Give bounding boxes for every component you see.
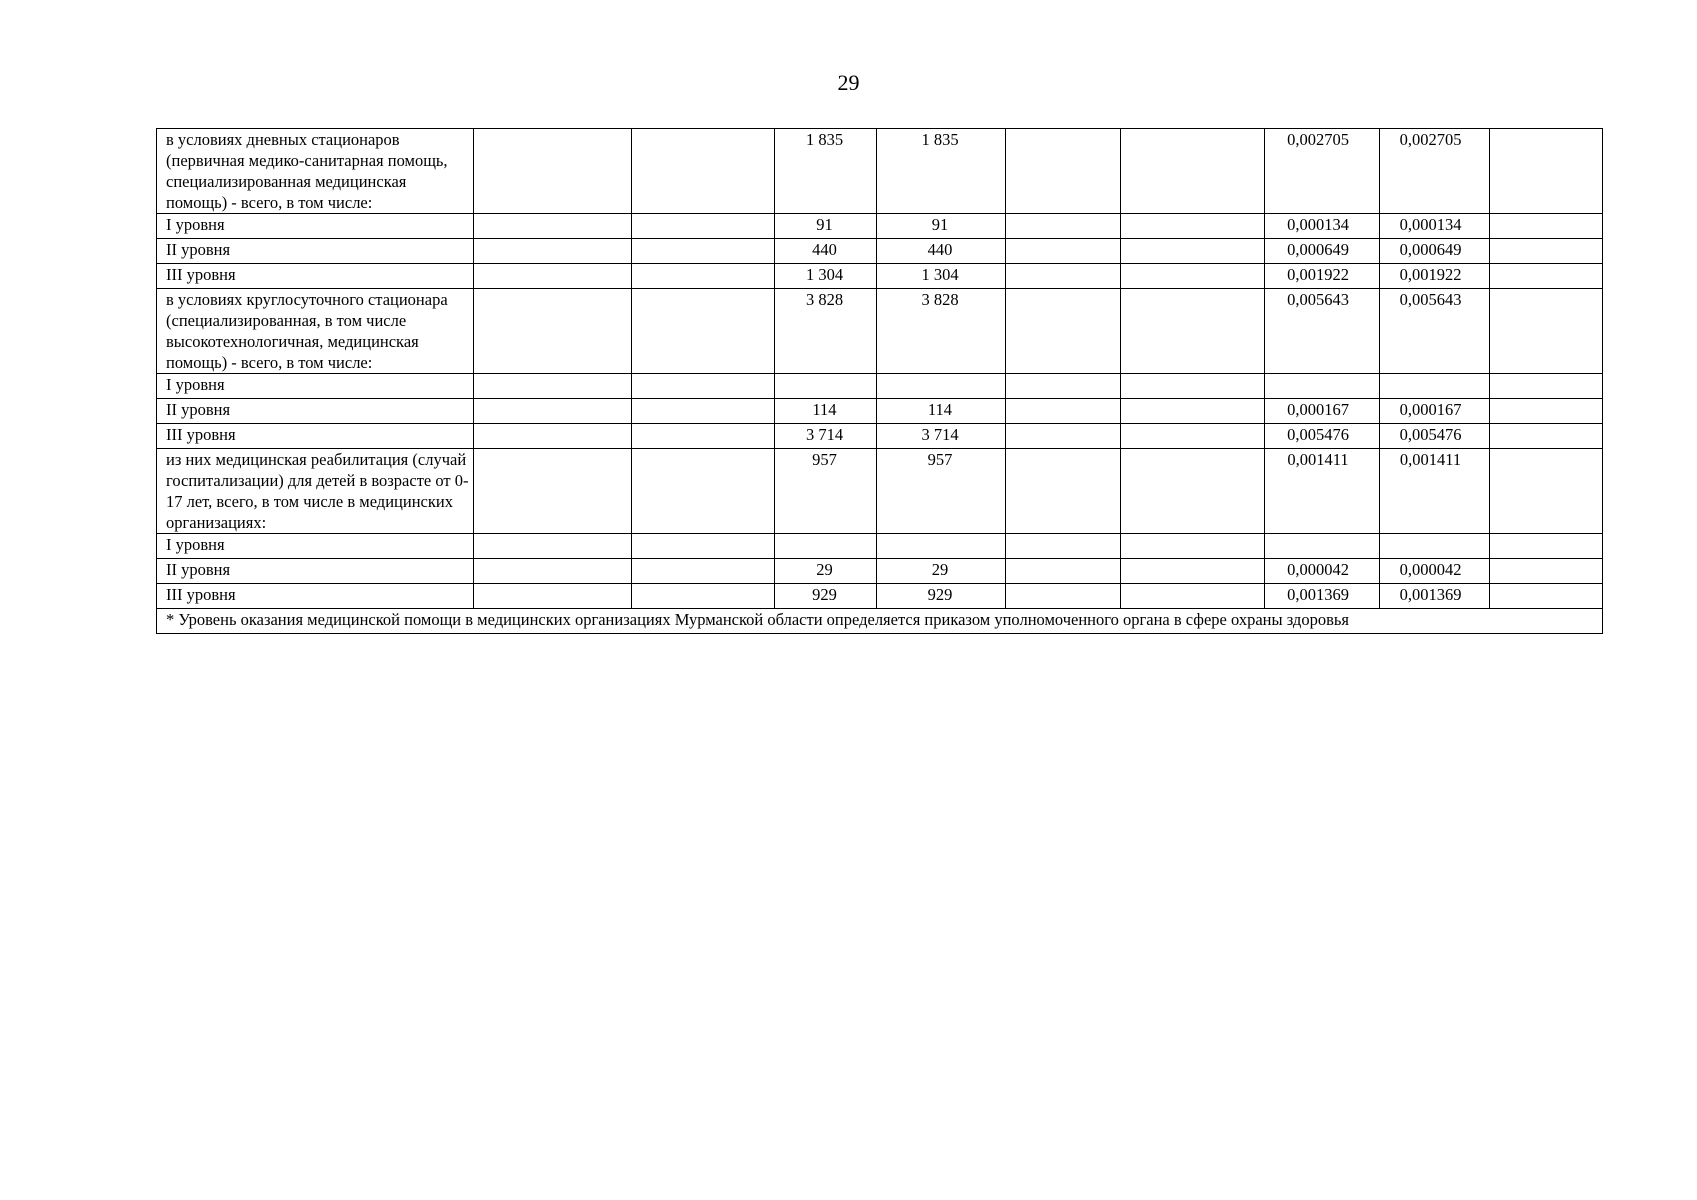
cell-c4: 1 304 [877, 264, 1006, 289]
footnote-row [157, 609, 1603, 634]
cell-c7: 0,000167 [1265, 399, 1380, 424]
cell-c2 [632, 399, 775, 424]
cell-c1 [474, 449, 632, 534]
table-row [157, 449, 1603, 534]
cell-c2 [632, 264, 775, 289]
table-row [157, 534, 1603, 559]
cell-c2 [632, 424, 775, 449]
cell-c6 [1121, 399, 1265, 424]
cell-c7: 0,001369 [1265, 584, 1380, 609]
cell-c5 [1006, 534, 1121, 559]
row-label: III уровня [157, 424, 474, 449]
cell-c9 [1490, 449, 1603, 534]
cell-c6 [1121, 584, 1265, 609]
cell-c3: 1 304 [775, 264, 877, 289]
cell-c5 [1006, 374, 1121, 399]
table-row [157, 424, 1603, 449]
cell-c7: 0,005643 [1265, 289, 1380, 374]
row-label: II уровня [157, 399, 474, 424]
cell-c9 [1490, 424, 1603, 449]
cell-c5 [1006, 129, 1121, 214]
cell-c9 [1490, 559, 1603, 584]
cell-c7: 0,002705 [1265, 129, 1380, 214]
cell-c8: 0,005476 [1380, 424, 1490, 449]
cell-c3 [775, 374, 877, 399]
cell-c7 [1265, 534, 1380, 559]
page-number: 29 [837, 70, 860, 95]
cell-c8: 0,001411 [1380, 449, 1490, 534]
cell-c9 [1490, 289, 1603, 374]
table-row [157, 399, 1603, 424]
cell-c3: 114 [775, 399, 877, 424]
cell-c9 [1490, 214, 1603, 239]
table-row [157, 584, 1603, 609]
cell-c6 [1121, 534, 1265, 559]
cell-c3: 91 [775, 214, 877, 239]
cell-c7: 0,000134 [1265, 214, 1380, 239]
row-label: I уровня [157, 374, 474, 399]
cell-c8: 0,000167 [1380, 399, 1490, 424]
cell-c8: 0,002705 [1380, 129, 1490, 214]
cell-c3: 3 828 [775, 289, 877, 374]
cell-c3 [775, 534, 877, 559]
cell-c1 [474, 374, 632, 399]
cell-c4: 929 [877, 584, 1006, 609]
cell-c2 [632, 584, 775, 609]
row-label: II уровня [157, 239, 474, 264]
cell-c1 [474, 239, 632, 264]
cell-c6 [1121, 559, 1265, 584]
cell-c1 [474, 534, 632, 559]
cell-c1 [474, 289, 632, 374]
cell-c5 [1006, 424, 1121, 449]
row-label: I уровня [157, 214, 474, 239]
cell-c7: 0,001411 [1265, 449, 1380, 534]
cell-c9 [1490, 399, 1603, 424]
cell-c2 [632, 559, 775, 584]
cell-c4: 91 [877, 214, 1006, 239]
cell-c9 [1490, 374, 1603, 399]
cell-c9 [1490, 239, 1603, 264]
cell-c1 [474, 559, 632, 584]
cell-c4 [877, 534, 1006, 559]
cell-c8 [1380, 534, 1490, 559]
cell-c6 [1121, 424, 1265, 449]
cell-c6 [1121, 239, 1265, 264]
cell-c8: 0,000649 [1380, 239, 1490, 264]
cell-c1 [474, 399, 632, 424]
cell-c9 [1490, 584, 1603, 609]
cell-c9 [1490, 129, 1603, 214]
cell-c6 [1121, 214, 1265, 239]
cell-c5 [1006, 559, 1121, 584]
cell-c5 [1006, 449, 1121, 534]
cell-c7: 0,001922 [1265, 264, 1380, 289]
cell-c3: 440 [775, 239, 877, 264]
row-label: из них медицинская реабилитация (случай госпитализации) для детей в возрасте от 0-17 лет, всего, в том числе в медицинских организациях: [157, 449, 474, 534]
cell-c3: 957 [775, 449, 877, 534]
cell-c3: 3 714 [775, 424, 877, 449]
cell-c4 [877, 374, 1006, 399]
cell-c4: 957 [877, 449, 1006, 534]
table-row [157, 289, 1603, 374]
cell-c5 [1006, 584, 1121, 609]
cell-c5 [1006, 239, 1121, 264]
table-row [157, 129, 1603, 214]
cell-c2 [632, 374, 775, 399]
cell-c8: 0,005643 [1380, 289, 1490, 374]
cell-c8: 0,000134 [1380, 214, 1490, 239]
cell-c6 [1121, 289, 1265, 374]
cell-c3: 1 835 [775, 129, 877, 214]
cell-c8: 0,001369 [1380, 584, 1490, 609]
table-body [157, 129, 1603, 609]
cell-c5 [1006, 214, 1121, 239]
cell-c4: 1 835 [877, 129, 1006, 214]
data-table [156, 128, 1603, 634]
cell-c7 [1265, 374, 1380, 399]
cell-c9 [1490, 534, 1603, 559]
cell-c2 [632, 449, 775, 534]
cell-c8: 0,001922 [1380, 264, 1490, 289]
cell-c7: 0,000042 [1265, 559, 1380, 584]
cell-c1 [474, 424, 632, 449]
cell-c2 [632, 289, 775, 374]
table-row [157, 264, 1603, 289]
table-row [157, 214, 1603, 239]
cell-c7: 0,005476 [1265, 424, 1380, 449]
footnote: * Уровень оказания медицинской помощи в медицинских организациях Мурманской области определяется приказом уполномоченного органа в сфере охраны здоровья [157, 609, 1603, 634]
cell-c2 [632, 129, 775, 214]
row-label: I уровня [157, 534, 474, 559]
cell-c6 [1121, 374, 1265, 399]
cell-c8 [1380, 374, 1490, 399]
table-row [157, 559, 1603, 584]
cell-c1 [474, 214, 632, 239]
table-row [157, 374, 1603, 399]
cell-c4: 440 [877, 239, 1006, 264]
row-label: II уровня [157, 559, 474, 584]
cell-c4: 3 828 [877, 289, 1006, 374]
cell-c4: 3 714 [877, 424, 1006, 449]
row-label: в условиях дневных стационаров (первичная медико-санитарная помощь, специализированная медицинская помощь) - всего, в том числе: [157, 129, 474, 214]
cell-c2 [632, 534, 775, 559]
cell-c1 [474, 584, 632, 609]
row-label: в условиях круглосуточного стационара (специализированная, в том числе высокотехнологичная, медицинская помощь) - всего, в том числе: [157, 289, 474, 374]
cell-c4: 29 [877, 559, 1006, 584]
cell-c7: 0,000649 [1265, 239, 1380, 264]
row-label: III уровня [157, 584, 474, 609]
cell-c5 [1006, 399, 1121, 424]
cell-c5 [1006, 289, 1121, 374]
cell-c3: 29 [775, 559, 877, 584]
cell-c6 [1121, 129, 1265, 214]
cell-c2 [632, 239, 775, 264]
cell-c2 [632, 214, 775, 239]
row-label: III уровня [157, 264, 474, 289]
cell-c4: 114 [877, 399, 1006, 424]
cell-c1 [474, 129, 632, 214]
cell-c5 [1006, 264, 1121, 289]
cell-c1 [474, 264, 632, 289]
table-row [157, 239, 1603, 264]
cell-c9 [1490, 264, 1603, 289]
cell-c3: 929 [775, 584, 877, 609]
cell-c6 [1121, 449, 1265, 534]
cell-c8: 0,000042 [1380, 559, 1490, 584]
cell-c6 [1121, 264, 1265, 289]
